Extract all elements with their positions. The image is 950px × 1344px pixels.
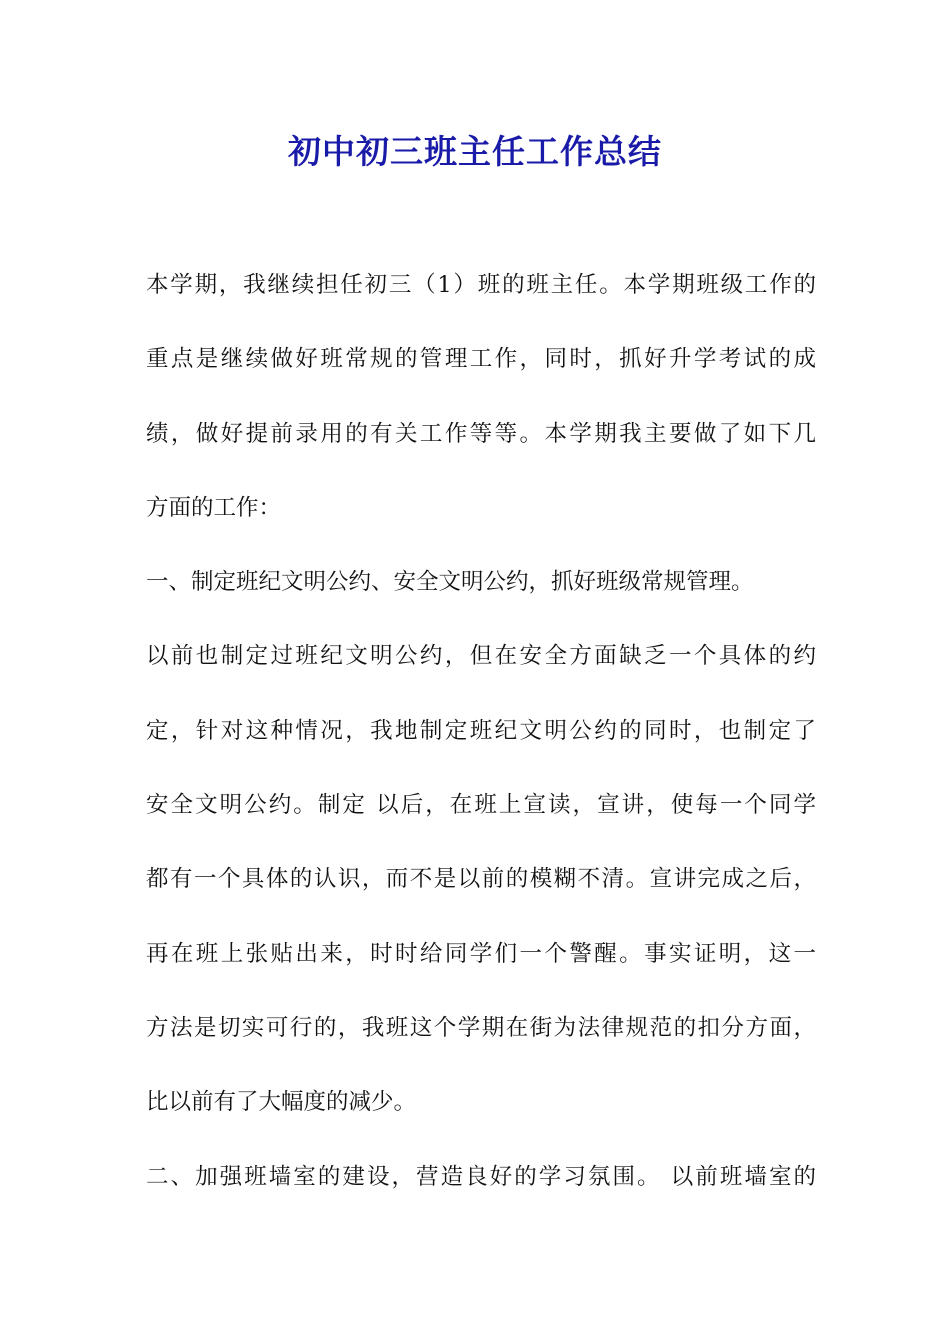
text-line: 比以前有了大幅度的减少。 <box>146 1089 417 1116</box>
document-body <box>146 263 816 1229</box>
text-line: 方法是切实可行的，我班这个学期在街为法律规范的扣分方面， <box>146 1014 816 1041</box>
text-line: 以前也制定过班纪文明公约，但在安全方面缺乏一个具体的约 <box>146 643 816 670</box>
text-line: 安全文明公约。制定 以后，在班上宣读，宣讲，使每一个同学 <box>146 792 816 819</box>
text-line: 本学期，我继续担任初三（1）班的班主任。本学期班级工作的 <box>146 272 816 298</box>
text-line: 一、制定班纪文明公约、安全文明公约，抓好班级常规管理。 <box>146 569 754 596</box>
document-title: 初中初三班主任工作总结 <box>288 132 662 171</box>
text-line: 二、加强班墙室的建设，营造良好的学习氛围。 以前班墙室的 <box>146 1163 816 1190</box>
text-line: 方面的工作： <box>146 494 282 521</box>
text-line: 定，针对这种情况，我地制定班纪文明公约的同时，也制定了 <box>146 717 816 744</box>
text-line: 再在班上张贴出来，时时给同学们一个警醒。事实证明，这一 <box>146 940 816 967</box>
text-line: 都有一个具体的认识，而不是以前的模糊不清。宣讲完成之后， <box>146 866 816 893</box>
text-line: 绩，做好提前录用的有关工作等等。本学期我主要做了如下几 <box>146 420 816 447</box>
text-line: 重点是继续做好班常规的管理工作，同时，抓好升学考试的成 <box>146 346 816 373</box>
